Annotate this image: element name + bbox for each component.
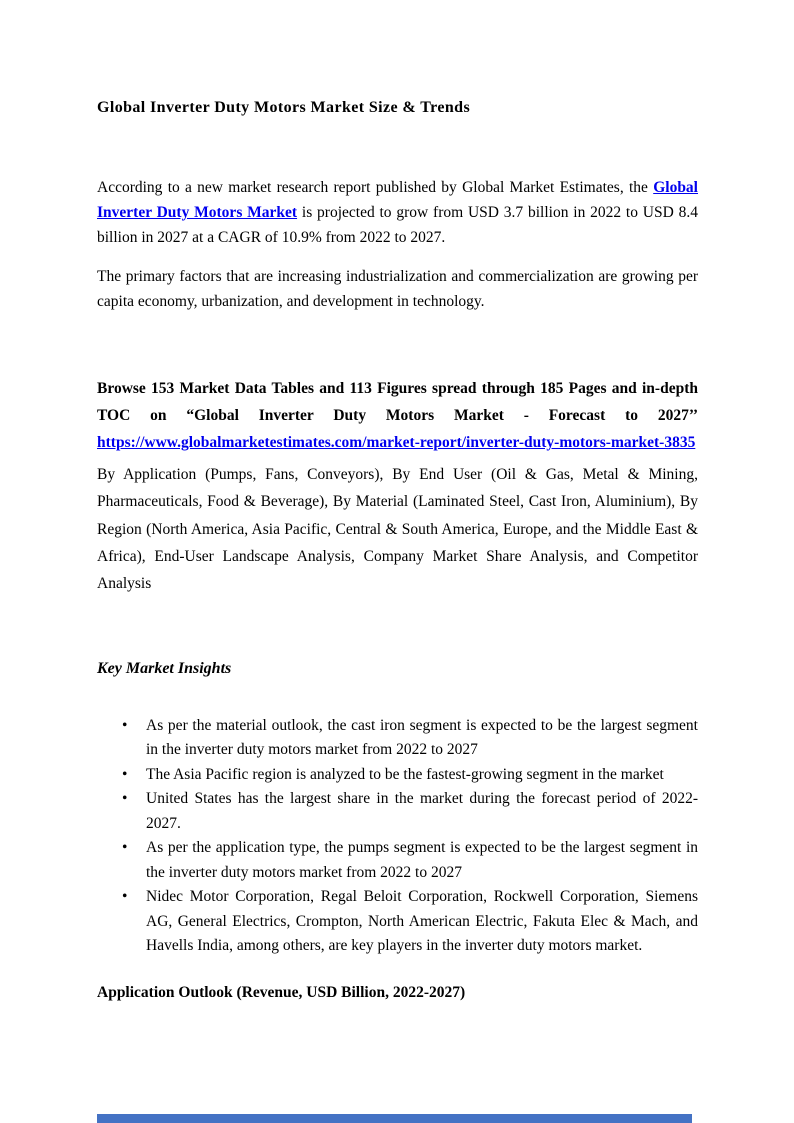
intro-text-before: According to a new market research report published by Global Market Estimates, the	[97, 179, 654, 196]
key-market-insights-heading: Key Market Insights	[97, 659, 232, 677]
market-report-link[interactable]: Global Inverter Duty Motors Market	[97, 179, 698, 221]
list-item: • United States has the largest share in the market during the forecast period of 2022-2027.	[146, 787, 698, 836]
list-item: • As per the application type, the pumps segment is expected to be the largest segment in the inverter duty motors market from 2022 to 2027	[146, 836, 698, 885]
scope-paragraph: By Application (Pumps, Fans, Conveyors), By End User (Oil & Gas, Metal & Mining, Pharmaceuticals, Food & Beverage), By Material (Laminated Steel, Cast Iron, Aluminium), By Region (North America, Asia Pacific, Central & South America, Europe, and the Middle East & Africa), End-User Landscape Analysis, Company Market Share Analysis, and Competitor Analysis	[97, 466, 698, 592]
intro-paragraph	[97, 176, 698, 250]
browse-paragraph	[97, 375, 698, 456]
factors-paragraph: The primary factors that are increasing industrialization and commercialization are growing per capita economy, urbanization, and development in technology.	[97, 268, 698, 311]
list-item: • Nidec Motor Corporation, Regal Beloit Corporation, Rockwell Corporation, Siemens AG, General Electrics, Crompton, North American Electric, Fakuta Elec & Mach, and Havells India, among others, are key players in the inverter duty motors market.	[146, 885, 698, 958]
browse-text: Browse 153 Market Data Tables and 113 Figures spread through 185 Pages and in-depth TOC on “Global Inverter Duty Motors Market - Forecast to 2027’’	[97, 379, 698, 425]
key-insights-list	[97, 714, 698, 959]
report-url-link[interactable]: https://www.globalmarketestimates.com/market-report/inverter-duty-motors-market-3835	[97, 434, 696, 452]
intro-text-after: is projected to grow from USD 3.7 billion in 2022 to USD 8.4 billion in 2027 at a CAGR of 10.9% from 2022 to 2027.	[97, 203, 698, 246]
document-title: Global Inverter Duty Motors Market Size & Trends	[97, 99, 471, 116]
chart-top-strip	[97, 1114, 692, 1123]
list-item: • The Asia Pacific region is analyzed to be the fastest-growing segment in the market	[146, 763, 698, 787]
application-outlook-heading: Application Outlook (Revenue, USD Billion, 2022-2027)	[97, 983, 466, 1001]
list-item: • As per the material outlook, the cast iron segment is expected to be the largest segment in the inverter duty motors market from 2022 to 2027	[146, 714, 698, 763]
